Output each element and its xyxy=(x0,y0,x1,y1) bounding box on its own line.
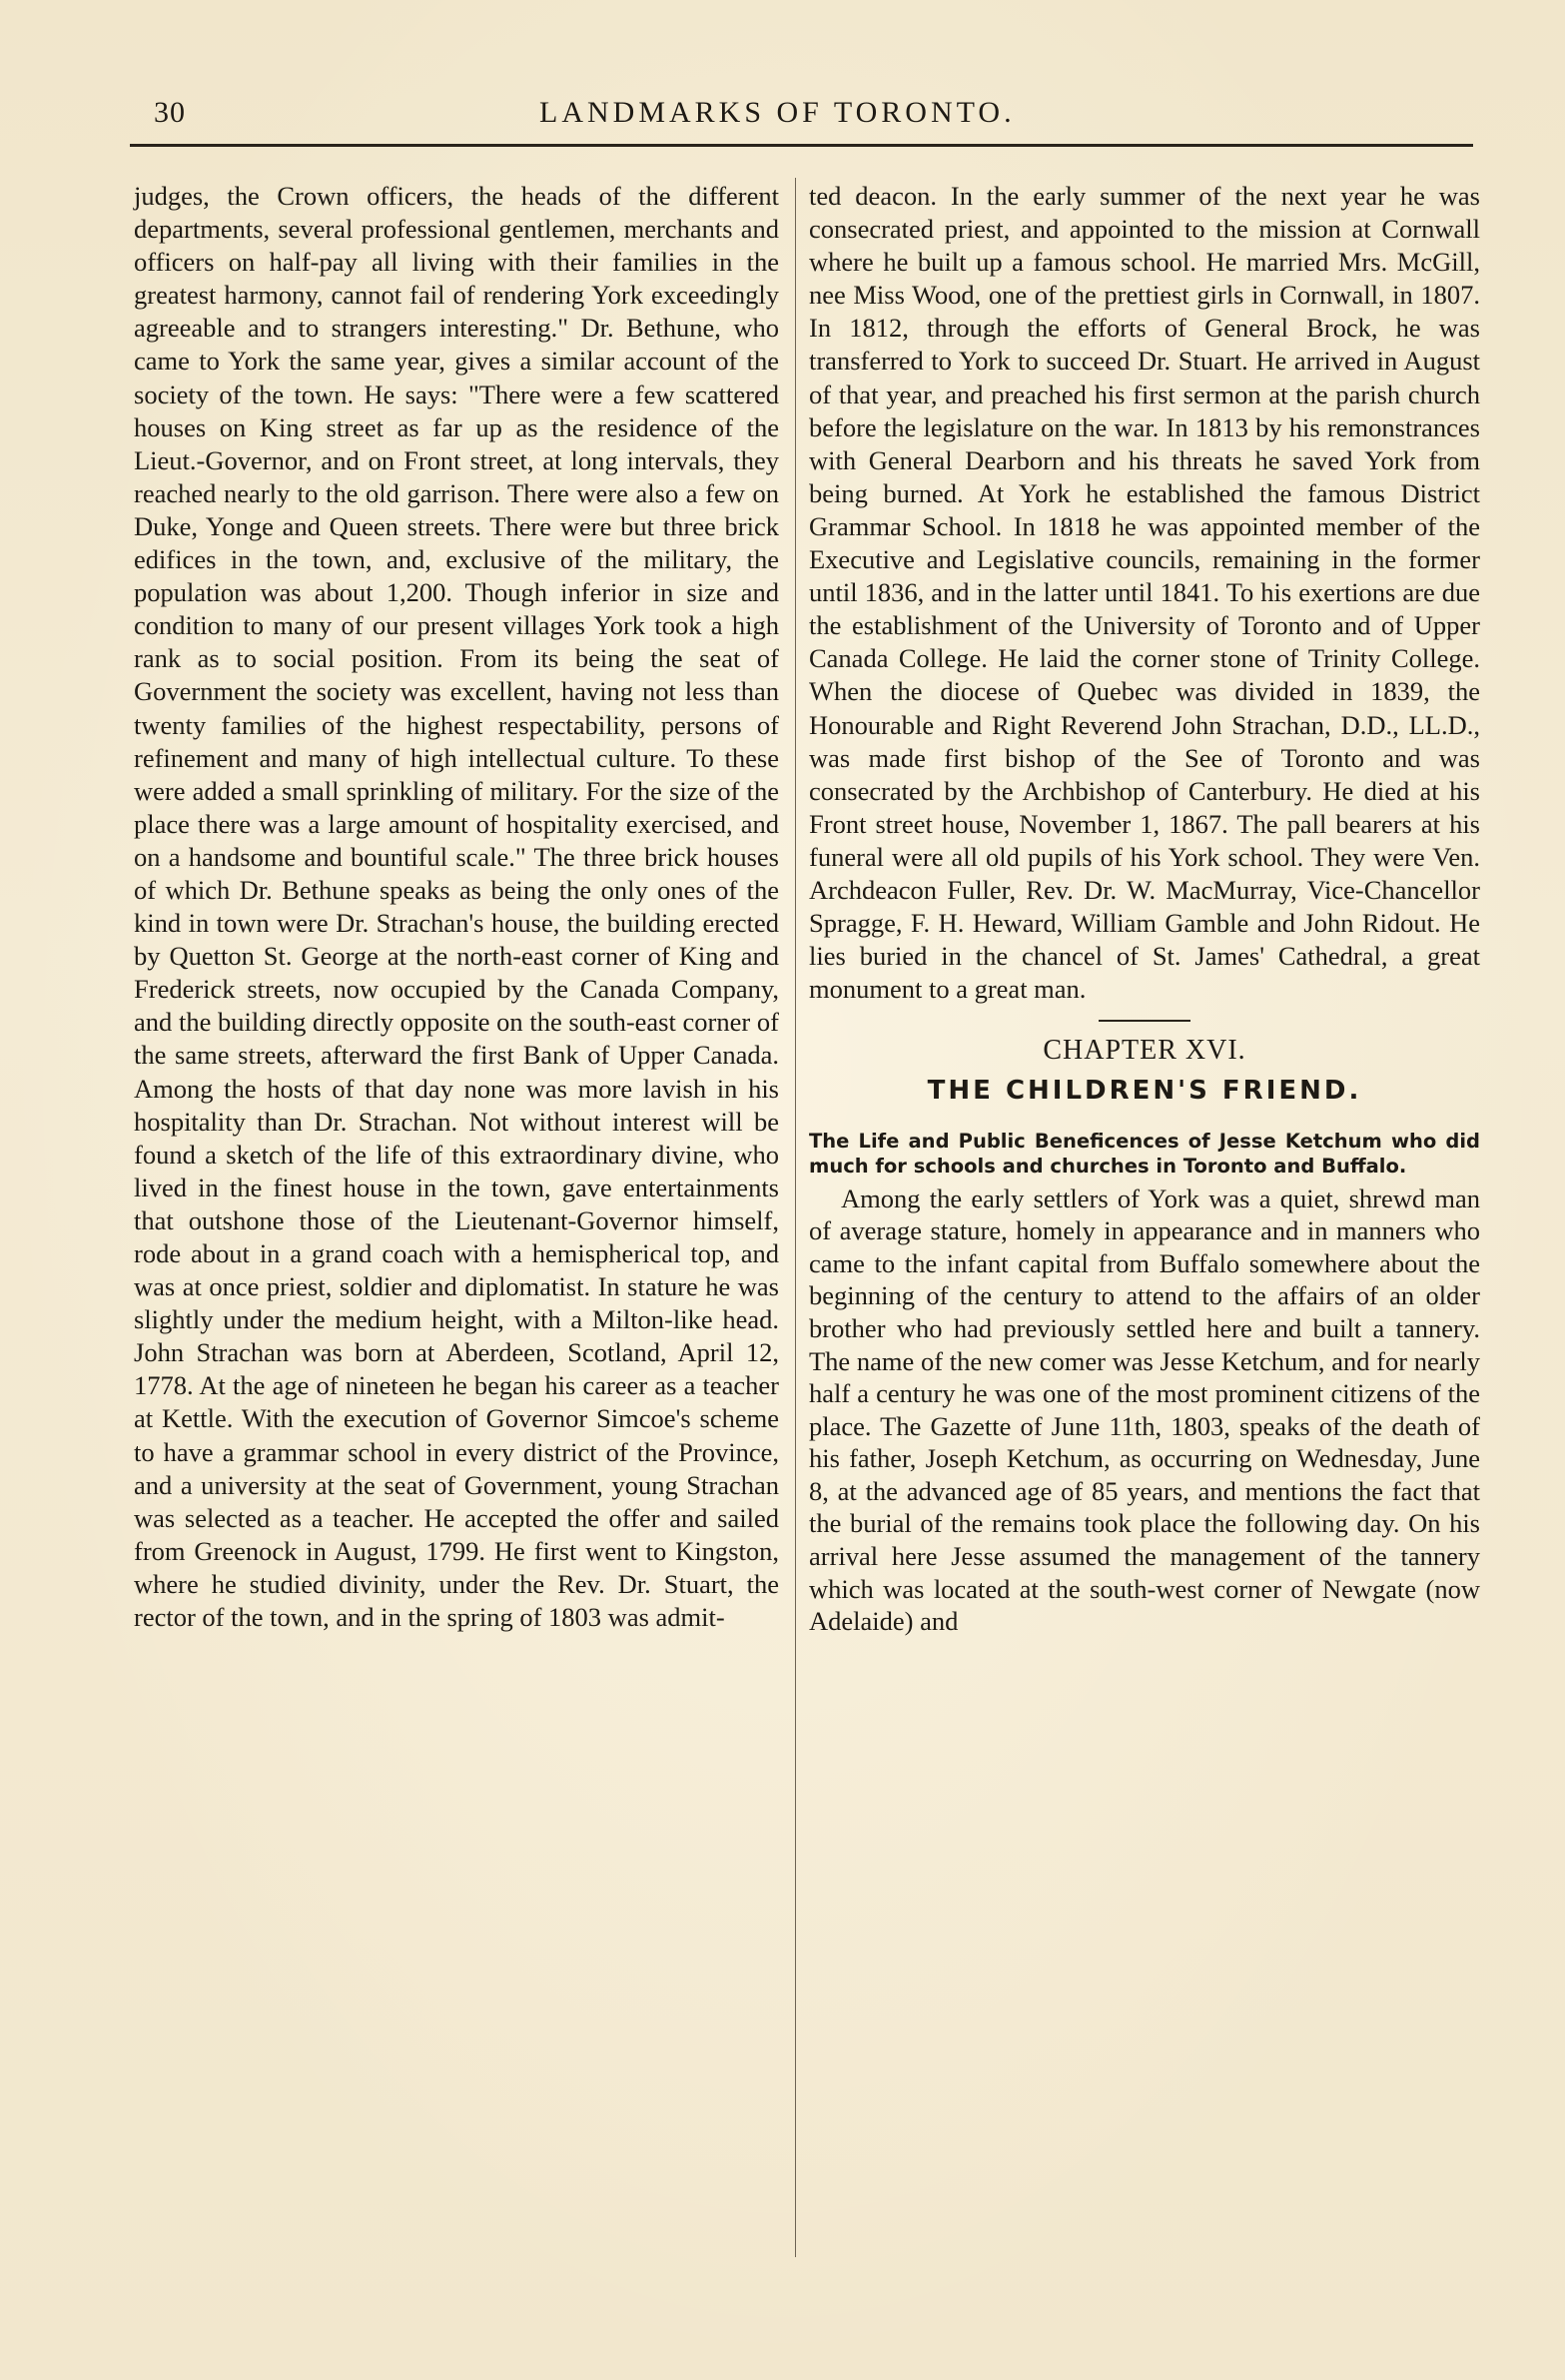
chapter-number: CHAPTER XVI. xyxy=(1043,1035,1246,1067)
header-rule xyxy=(130,144,1473,147)
right-paragraph-continued: ted deacon. In the early summer of the next year he was consecrated priest, and appointed to the mission at Cornwall where he built up a famous school. He married Mrs. McGill, nee Miss Wood, one of the prettiest girls in Cornwall, in 1807. In 1812, through the efforts of General Brock, he was transferred to York to succeed Dr. Stuart. He arrived in August of that year, and preached his first sermon at the parish church before the legislature on the war. In 1813 by his remonstrances with General Dearborn and his threats he saved York from being burned. At York he established the famous District Grammar School. In 1818 he was appointed member of the Executive and Legislative councils, remaining in the former until 1836, and in the latter until 1841. To his exertions are due the establishment of the University of Toronto and of Upper Canada College. He laid the corner stone of Trinity College. When the diocese of Quebec was divided in 1839, the Honourable and Right Reverend John Strachan, D.D., LL.D., was made first bishop of the See of Toronto and was consecrated by the Archbishop of Canterbury. He died at his Front street house, November 1, 1867. The pall bearers at his funeral were all old pupils of his York school. They were Ven. Archdeacon Fuller, Rev. Dr. W. MacMurray, Vice-Chancellor Spragge, F. H. Heward, William Gamble and John Ridout. He lies buried in the chancel of St. James' Cathedral, a great monument to a great man. xyxy=(809,181,1480,1005)
page-header xyxy=(150,96,1448,136)
running-head: LANDMARKS OF TORONTO. xyxy=(539,96,1016,129)
column-divider xyxy=(795,178,796,2257)
page-number: 30 xyxy=(154,96,186,129)
right-column xyxy=(809,180,1480,1638)
chapter-opening-paragraph: Among the early settlers of York was a quiet, shrewd man of average stature, homely in appearance and in manners who came to the infant capital from Buffalo somewhere about the beginning of the century to attend to the affairs of an older brother who had previously settled here and built a tannery. The name of the new comer was Jesse Ketchum, and for nearly half a century he was one of the most prominent citizens of the place. The Gazette of June 11th, 1803, speaks of the death of his father, Joseph Ketchum, as occurring on Wednesday, June 8, at the advanced age of 85 years, and mentions the fact that the burial of the remains took place the following day. On his arrival here Jesse assumed the management of the tannery which was located at the south-west corner of Newgate (now Adelaide) and xyxy=(809,1183,1480,1637)
left-paragraph: judges, the Crown officers, the heads of the different departments, several professional gentlemen, merchants and officers on half-pay all living with their families in the greatest harmony, cannot fail of rendering York exceedingly agreeable and to strangers interesting." Dr. Bethune, who came to York the same year, gives a similar account of the society of the town. He says: "There were a few scattered houses on King street as far up as the residence of the Lieut.-Governor, and on Front street, at long intervals, they reached nearly to the old garrison. There were also a few on Duke, Yonge and Queen streets. There were but three brick edifices in the town, and, exclusive of the military, the population was about 1,200. Though inferior in size and condition to many of our present villages York took a high rank as to social position. From its being the seat of Government the society was excellent, having not less than twenty families of the highest respectability, persons of refinement and many of high intellectual culture. To these were added a small sprinkling of military. For the size of the place there was a large amount of hospitality exercised, and on a handsome and bountiful scale." The three brick houses of which Dr. Bethune speaks as being the only ones of the kind in town were Dr. Strachan's house, the building erected by Quetton St. George at the north-east corner of King and Frederick streets, now occupied by the Canada Company, and the building directly opposite on the south-east corner of the same streets, afterward the first Bank of Upper Canada. Among the hosts of that day none was more lavish in his hospitality than Dr. Strachan. Not without interest will be found a sketch of the life of this extraordinary divine, who lived in the finest house in the town, gave entertainments that outshone those of the Lieutenant-Governor himself, rode about in a grand coach with a hemispherical top, and was at once priest, soldier and diplomatist. In stature he was slightly under the medium height, with a Milton-like head. John Strachan was born at Aberdeen, Scotland, April 12, 1778. At the age of nineteen he began his career as a teacher at Kettle. With the execution of Governor Simcoe's scheme to have a grammar school in every district of the Province, and a university at the seat of Government, young Strachan was selected as a teacher. He accepted the offer and sailed from Greenock in August, 1799. He first went to Kingston, where he studied divinity, under the Rev. Dr. Stuart, the rector of the town, and in the spring of 1803 was admit- xyxy=(134,181,779,1633)
chapter-subtitle: The Life and Public Beneficences of Jesse Ketchum who did much for schools and churches in Toronto and Buffalo. xyxy=(809,1129,1480,1178)
left-column xyxy=(134,180,779,1634)
chapter-title: THE CHILDREN'S FRIEND. xyxy=(927,1076,1362,1107)
chapter-rule xyxy=(1099,1020,1190,1022)
